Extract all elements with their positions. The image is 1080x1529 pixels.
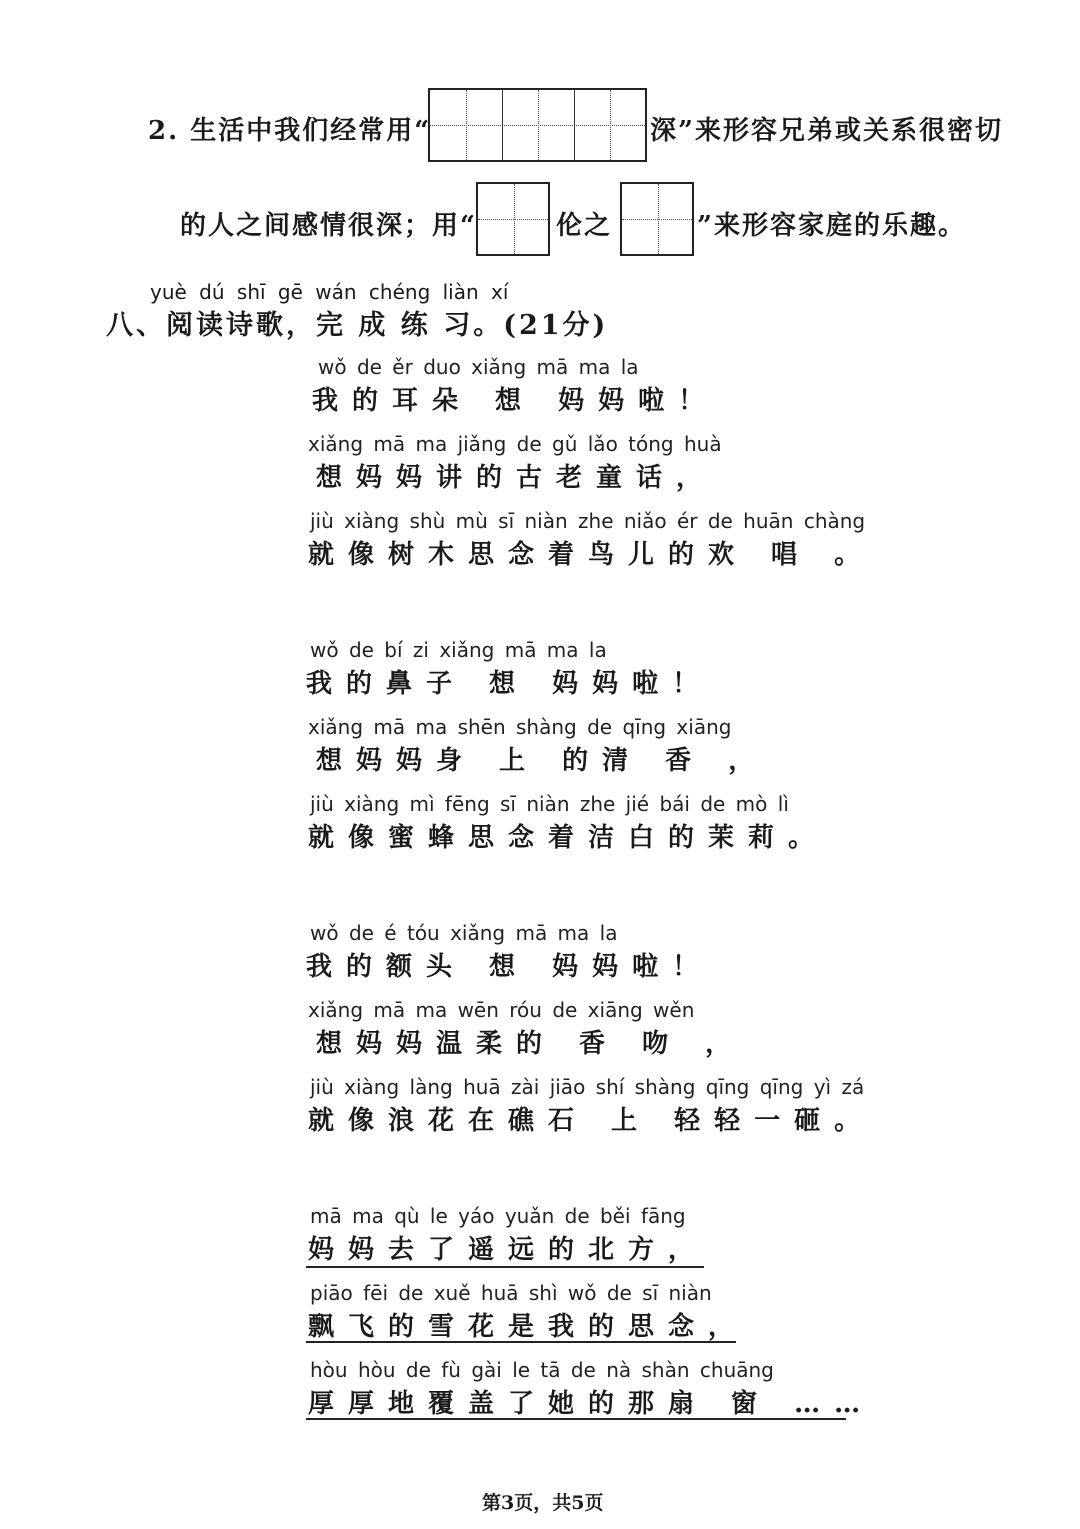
underline-line-11 (306, 1341, 736, 1343)
poem-pinyin-4: wǒ de bí zi xiǎng mā ma la (310, 638, 607, 662)
poem-pinyin-6: jiù xiàng mì fēng sī niàn zhe jié bái de mò lì (310, 792, 789, 816)
question2-line1-prefix: 2. 生活中我们经常用“ (148, 116, 432, 146)
answer-box-two-char-1[interactable] (476, 182, 550, 256)
poem-pinyin-8: xiǎng mā ma wēn róu de xiāng wěn (308, 998, 695, 1022)
poem-line-1: 我的耳朵 想 妈妈啦！ (312, 386, 719, 416)
poem-pinyin-1: wǒ de ěr duo xiǎng mā ma la (318, 355, 639, 379)
poem-line-10: 妈妈去了遥远的北方， (308, 1235, 709, 1265)
poem-line-8: 想妈妈温柔的 香 吻 ， (316, 1029, 746, 1059)
poem-line-11: 飘飞的雪花是我的思念， (308, 1312, 749, 1342)
question2-line2-prefix: 的人之间感情很深；用“ (180, 211, 477, 241)
poem-pinyin-7: wǒ de é tóu xiǎng mā ma la (310, 921, 618, 945)
poem-line-7: 我的额头 想 妈妈啦！ (306, 952, 713, 982)
poem-line-3: 就像树木思念着鸟儿的欢 唱 。 (308, 540, 875, 570)
poem-pinyin-9: jiù xiàng làng huā zài jiāo shí shàng qīng qīng yì zá (310, 1075, 865, 1099)
poem-pinyin-10: mā ma qù le yáo yuǎn de běi fāng (310, 1204, 686, 1228)
underline-line-10 (306, 1266, 704, 1268)
poem-pinyin-2: xiǎng mā ma jiǎng de gǔ lǎo tóng huà (308, 432, 722, 456)
poem-line-6: 就像蜜蜂思念着洁白的茉莉。 (308, 823, 829, 853)
poem-line-5: 想妈妈身 上 的清 香 ， (316, 746, 769, 776)
poem-line-12: 厚厚地覆盖了她的那扇 窗 …… (308, 1389, 875, 1419)
question2-line2-suffix: ”来形容家庭的乐趣。 (697, 211, 966, 241)
section8-pinyin: yuè dú shī gē wán chéng liàn xí (150, 280, 509, 304)
poem-line-9: 就像浪花在礁石 上 轻轻一砸。 (308, 1106, 875, 1136)
section8-title: 八、阅读诗歌，完 成 练 习。(21分) (106, 310, 609, 341)
poem-line-4: 我的鼻子 想 妈妈啦！ (306, 669, 713, 699)
poem-pinyin-5: xiǎng mā ma shēn shàng de qīng xiāng (308, 715, 732, 739)
poem-pinyin-12: hòu hòu de fù gài le tā de nà shàn chuāng (310, 1358, 774, 1382)
answer-box-two-char-2[interactable] (620, 182, 694, 256)
poem-pinyin-11: piāo fēi de xuě huā shì wǒ de sī niàn (310, 1281, 712, 1305)
answer-box-four-char[interactable] (428, 88, 647, 162)
question2-line1-suffix: 深”来形容兄弟或关系很密切 (650, 116, 1003, 146)
poem-line-2: 想妈妈讲的古老童话， (316, 463, 717, 493)
question2-line2-middle: 伦之 (556, 211, 613, 241)
page-number: 第3页，共5页 (482, 1492, 604, 1514)
poem-pinyin-3: jiù xiàng shù mù sī niàn zhe niǎo ér de huān chàng (310, 509, 866, 533)
underline-line-12 (306, 1418, 846, 1420)
